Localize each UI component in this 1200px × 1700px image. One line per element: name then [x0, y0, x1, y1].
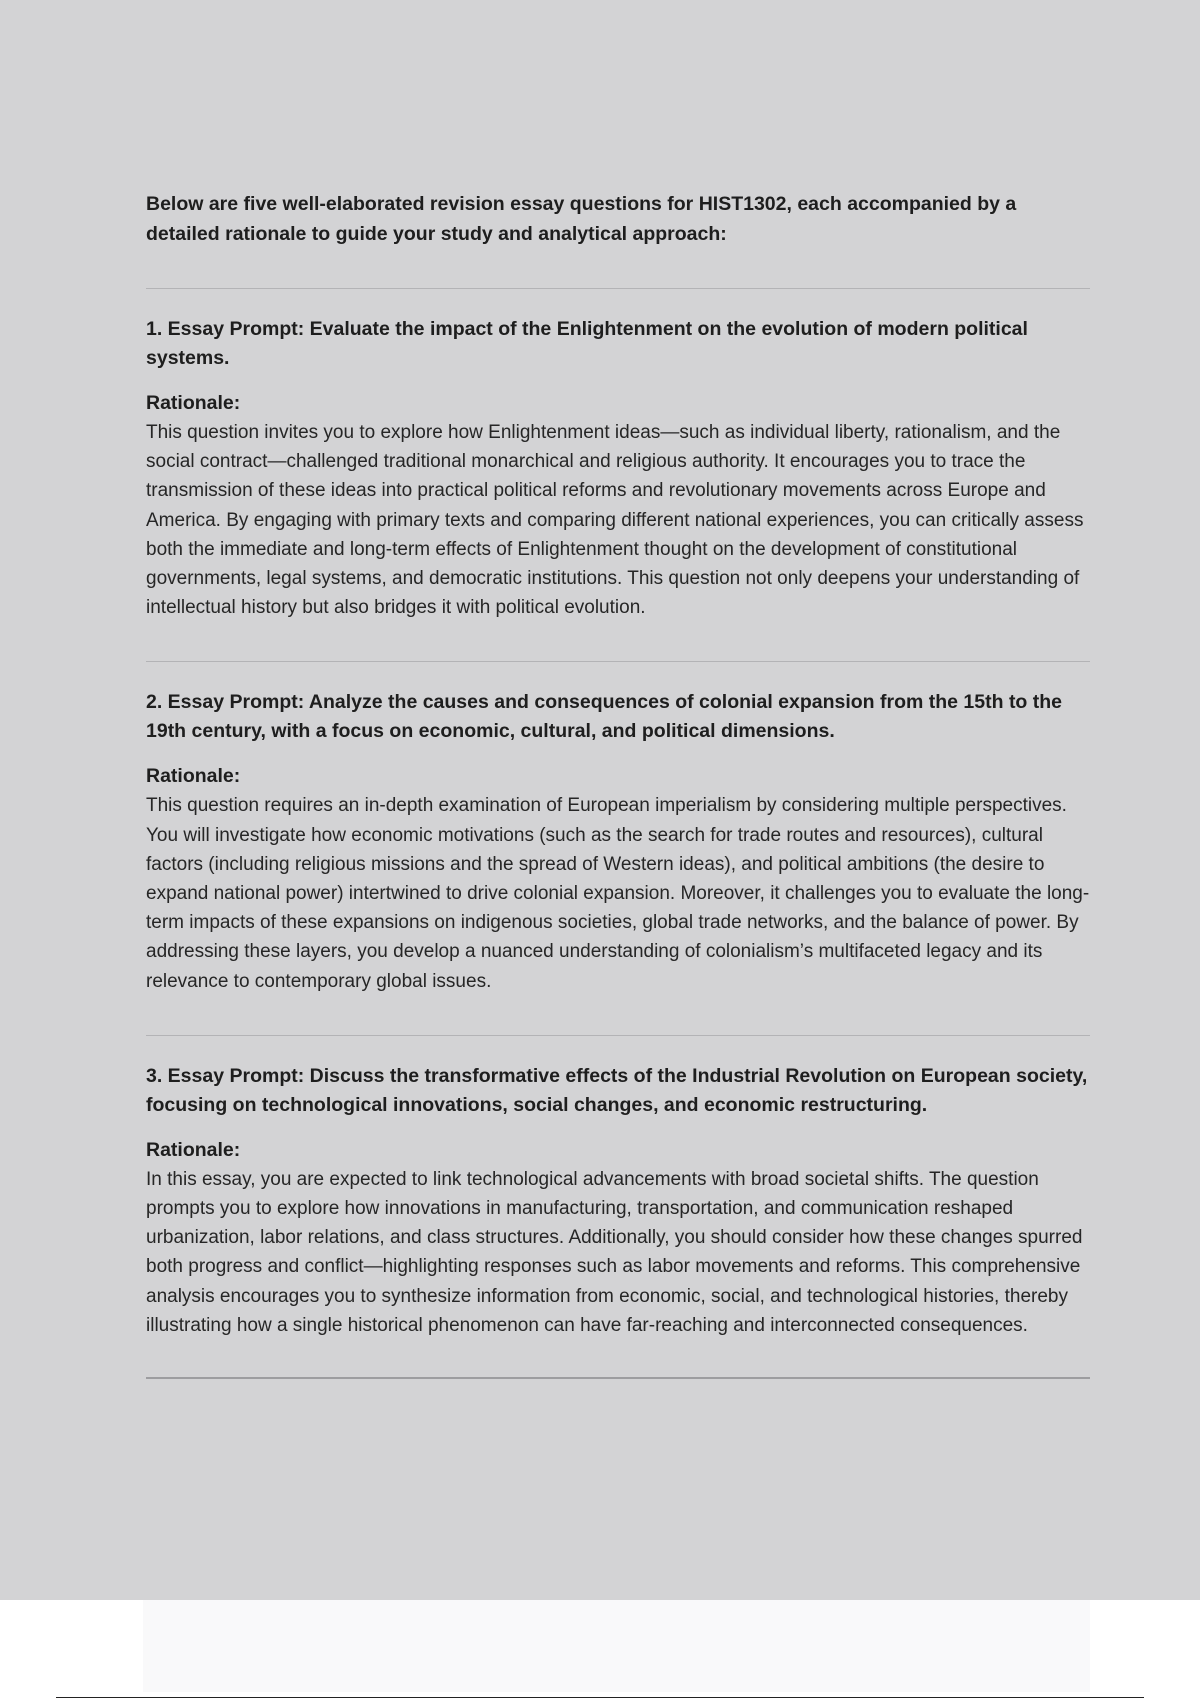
- rationale-label: Rationale:: [146, 765, 241, 788]
- footer-panel: [143, 1600, 1090, 1692]
- rationale-text: In this essay, you are expected to link technological advancements with broad societal shifts. The question prompts you to explore how innovations in manufacturing, transportation, and communication reshaped urbanization, labor relations, and class structures. Additionally, you should consider how these changes spurred both progress and conflict—highlighting responses such as labor movements and reforms. This comprehensive analysis encourages you to synthesize information from economic, social, and technological histories, thereby illustrating how a single historical phenomenon can have far-reaching and interconnected consequences.: [146, 1168, 1083, 1336]
- section-divider: [146, 1377, 1090, 1379]
- document-body: [146, 189, 1090, 1379]
- essay-prompt: 2. Essay Prompt: Analyze the causes and consequences of colonial expansion from the 15th to the 19th century, with a focus on economic, cultural, and political dimensions.: [146, 691, 1063, 743]
- essay-question-3: [146, 1062, 1090, 1340]
- section-divider: [146, 661, 1090, 662]
- essay-question-1: [146, 315, 1090, 622]
- essay-question-2: [146, 688, 1090, 995]
- essay-prompt: 3. Essay Prompt: Discuss the transformative effects of the Industrial Revolution on European society, focusing on technological innovations, social changes, and economic restructuring.: [146, 1064, 1088, 1116]
- rationale-text: This question requires an in-depth examination of European imperialism by considering multiple perspectives. You will investigate how economic motivations (such as the search for trade routes and resources), cultural factors (including religious missions and the spread of Western ideas), and political ambitions (the desire to expand national power) intertwined to drive colonial expansion. Moreover, it challenges you to evaluate the long-term impacts of these expansions on indigenous societies, global trade networks, and the balance of power. By addressing these layers, you develop a nuanced understanding of colonialism’s multifaceted legacy and its relevance to contemporary global issues.: [146, 795, 1090, 992]
- section-divider: [146, 1035, 1090, 1036]
- intro-paragraph: Below are five well-elaborated revision essay questions for HIST1302, each accompanied by a detailed rationale to guide your study and analytical approach:: [146, 193, 1017, 245]
- section-divider: [146, 288, 1090, 289]
- essay-prompt: 1. Essay Prompt: Evaluate the impact of the Enlightenment on the evolution of modern political systems.: [146, 318, 1028, 369]
- rationale-label: Rationale:: [146, 392, 241, 414]
- rationale-label: Rationale:: [146, 1138, 241, 1161]
- footer-rule: [56, 1697, 1144, 1698]
- rationale-text: This question invites you to explore how Enlightenment ideas—such as individual liberty, rationalism, and the social contract—challenged traditional monarchical and religious authority. It encourages you to trace the transmission of these ideas into practical political reforms and revolutionary movements across Europe and America. By engaging with primary texts and comparing different national experiences, you can critically assess both the immediate and long-term effects of Enlightenment thought on the development of constitutional governments, legal systems, and democratic institutions. This question not only deepens your understanding of intellectual history but also bridges it with political evolution.: [146, 422, 1084, 619]
